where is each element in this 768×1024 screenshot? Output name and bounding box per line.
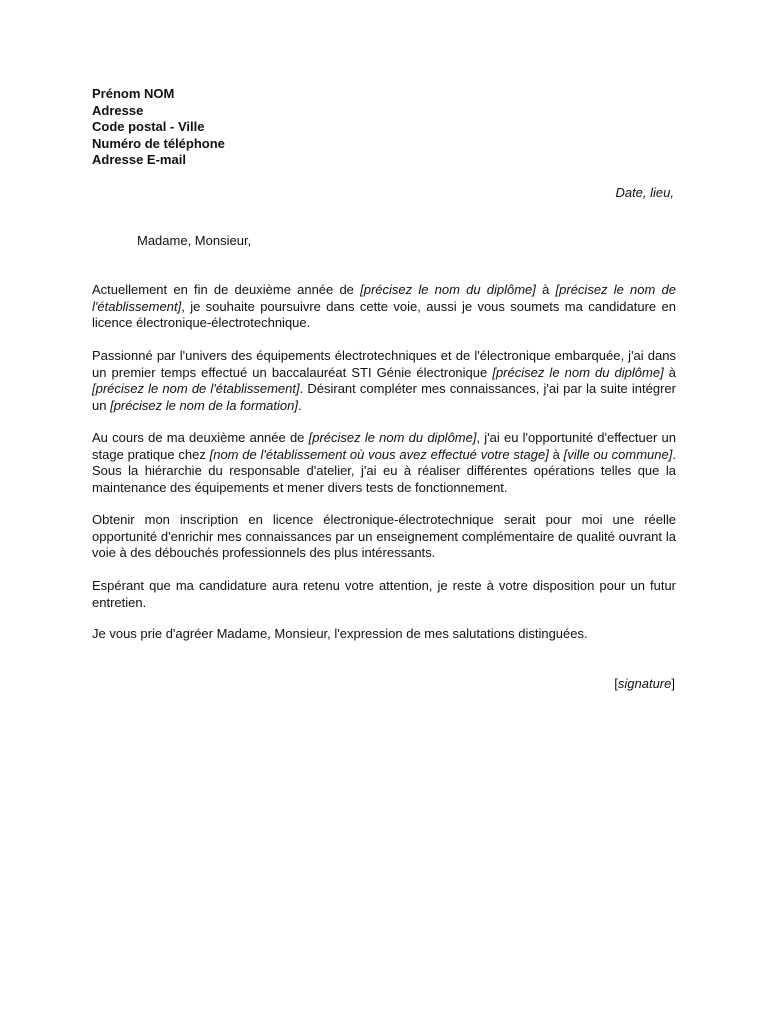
placeholder-training: [précisez le nom de la formation] <box>110 397 298 413</box>
signature-word: signature <box>617 676 672 691</box>
sender-phone: Numéro de téléphone <box>92 135 225 151</box>
paragraph-text: à <box>663 364 676 380</box>
paragraph-salutations: Je vous prie d'agréer Madame, Monsieur, l'expression de mes salutations distinguées. <box>92 626 588 641</box>
placeholder-diploma: [précisez le nom du diplôme] <box>492 364 664 380</box>
sender-email: Adresse E-mail <box>92 152 186 167</box>
paragraph-text: , j'ai eu l'opportunité d'effectuer un stage pratique chez <box>92 430 676 462</box>
paragraph-closing: Espérant que ma candidature aura retenu votre attention, je reste à votre disposition pour un futur entretien. <box>92 578 676 610</box>
paragraph-text: à <box>548 446 564 462</box>
paragraph-text: . <box>297 397 302 413</box>
paragraph-motivation: Obtenir mon inscription en licence électronique-électrotechnique serait pour moi une réelle opportunité d'enrichir mes connaissances par un enseignement complémentaire de qualité ouvrant la voie à des débouchés professionnels des plus intéressants. <box>92 512 676 560</box>
paragraph-internship <box>92 430 676 496</box>
paragraph-text: , je souhaite poursuivre dans cette voie, aussi je vous soumets ma candidature en licence électronique-électrotechnique. <box>92 298 676 330</box>
placeholder-internship-company: [nom de l'établissement où vous avez effectué votre stage] <box>209 446 549 462</box>
paragraph-intro <box>92 282 676 332</box>
signature-bracket-open: [ <box>614 676 618 691</box>
signature-bracket-close: ] <box>671 676 675 691</box>
sender-address: Adresse <box>92 102 144 118</box>
paragraph-text: Au cours de ma deuxième année de <box>92 430 309 445</box>
placeholder-diploma: [précisez le nom du diplôme] <box>308 430 477 445</box>
date-place: Date, lieu, <box>615 185 674 200</box>
placeholder-establishment: [précisez le nom de l'établissement] <box>92 381 300 396</box>
sender-postal-city: Code postal - Ville <box>92 119 205 134</box>
paragraph-text: Actuellement en fin de deuxième année de <box>92 282 361 297</box>
placeholder-city: [ville ou commune] <box>563 446 673 462</box>
sender-name: Prénom NOM <box>92 86 175 101</box>
paragraph-text: à <box>535 282 556 297</box>
signature-placeholder <box>614 676 675 691</box>
sender-block <box>92 86 225 169</box>
paragraph-text: . Désirant compléter mes connaissances, j'ai par la suite intégrer un <box>92 381 676 413</box>
paragraph-background <box>92 348 676 414</box>
salutation: Madame, Monsieur, <box>137 233 252 248</box>
placeholder-diploma: [précisez le nom du diplôme] <box>360 282 536 297</box>
placeholder-establishment: [précisez le nom de l'établissement] <box>92 282 676 314</box>
paragraph-text: Passionné par l'univers des équipements électrotechniques et de l'électronique embarquée, j'ai dans un premier temps effectué un baccalauréat STI Génie électronique <box>92 348 676 380</box>
paragraph-text: . Sous la hiérarchie du responsable d'atelier, j'ai eu à réaliser différentes opérations telles que la maintenance des équipements et mener divers tests de fonctionnement. <box>92 446 676 495</box>
